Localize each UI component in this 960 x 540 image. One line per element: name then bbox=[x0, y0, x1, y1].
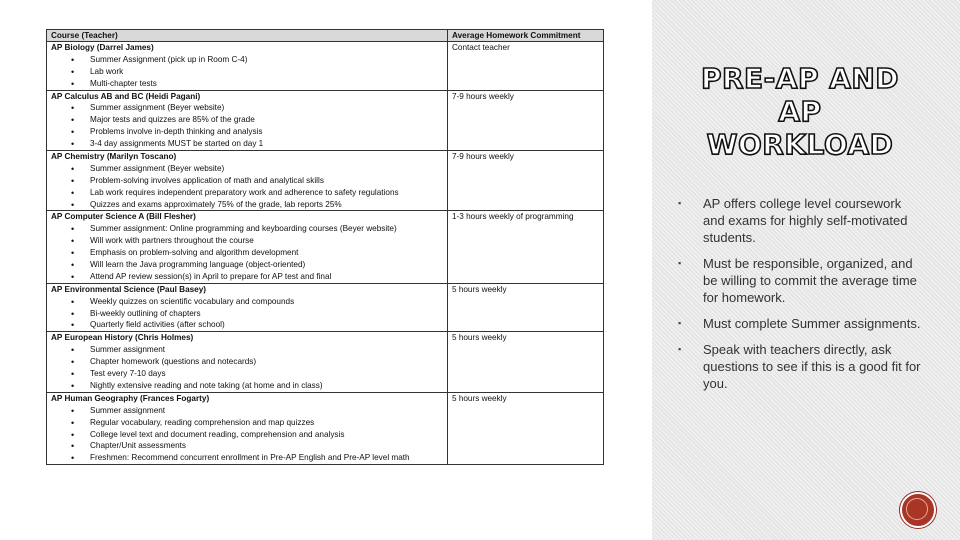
bullet-text: Speak with teachers directly, ask questions to see if this is a good fit for you. bbox=[703, 342, 921, 391]
course-requirements-list bbox=[51, 163, 443, 211]
commitment-cell: 5 hours weekly bbox=[448, 392, 604, 464]
course-requirements-list bbox=[51, 54, 443, 90]
requirement-item: • Major tests and quizzes are 85% of the grade bbox=[90, 114, 443, 126]
requirement-item: • Multi-chapter tests bbox=[90, 78, 443, 90]
requirement-item: • Weekly quizzes on scientific vocabulary and compounds bbox=[90, 296, 443, 308]
bullet-item bbox=[674, 255, 926, 306]
requirement-item: • Problem-solving involves application of math and analytical skills bbox=[90, 175, 443, 187]
commitment-cell: 5 hours weekly bbox=[448, 332, 604, 392]
requirement-item: • Quizzes and exams approximately 75% of the grade, lab reports 25% bbox=[90, 199, 443, 211]
commitment-cell: 5 hours weekly bbox=[448, 283, 604, 332]
course-name: AP Computer Science A (Bill Flesher) bbox=[51, 212, 196, 222]
course-cell bbox=[47, 211, 448, 283]
bullet-square-icon: ▪ bbox=[678, 344, 682, 354]
requirement-item: • Lab work bbox=[90, 66, 443, 78]
requirement-item: • Summer assignment (Beyer website) bbox=[90, 163, 443, 175]
requirement-item: • 3-4 day assignments MUST be started on day 1 bbox=[90, 138, 443, 150]
table-row bbox=[47, 283, 604, 332]
course-cell bbox=[47, 392, 448, 464]
course-cell bbox=[47, 283, 448, 332]
bullet-item bbox=[674, 315, 926, 332]
seal-ring bbox=[906, 498, 928, 520]
table-row bbox=[47, 392, 604, 464]
requirement-item: • Nightly extensive reading and note taking (at home and in class) bbox=[90, 380, 443, 392]
table-row bbox=[47, 332, 604, 392]
bullet-text: AP offers college level coursework and exams for highly self-motivated students. bbox=[703, 196, 908, 245]
course-requirements-list bbox=[51, 405, 443, 464]
course-name: AP Chemistry (Marilyn Toscano) bbox=[51, 152, 177, 162]
requirement-item: • Chapter/Unit assessments bbox=[90, 440, 443, 452]
bullet-list bbox=[674, 195, 926, 401]
bullet-square-icon: ▪ bbox=[678, 198, 682, 208]
requirement-item: • Test every 7-10 days bbox=[90, 368, 443, 380]
course-table bbox=[46, 29, 604, 465]
requirement-item: • Freshmen: Recommend concurrent enrollment in Pre-AP English and Pre-AP level math bbox=[90, 452, 443, 464]
course-cell bbox=[47, 42, 448, 91]
requirement-item: • Summer assignment (Beyer website) bbox=[90, 102, 443, 114]
course-requirements-list bbox=[51, 344, 443, 392]
header-course: Course (Teacher) bbox=[47, 30, 448, 42]
requirement-item: • Attend AP review session(s) in April to prepare for AP test and final bbox=[90, 271, 443, 283]
requirement-item: • Summer Assignment (pick up in Room C-4) bbox=[90, 54, 443, 66]
seal-logo-icon bbox=[900, 492, 936, 528]
bullet-text: Must complete Summer assignments. bbox=[703, 316, 921, 331]
requirement-item: • Problems involve in-depth thinking and analysis bbox=[90, 126, 443, 138]
workload-panel bbox=[652, 0, 960, 540]
requirement-item: • Summer assignment bbox=[90, 405, 443, 417]
requirement-item: • Chapter homework (questions and notecards) bbox=[90, 356, 443, 368]
course-requirements-list bbox=[51, 102, 443, 150]
requirement-item: • College level text and document reading, comprehension and analysis bbox=[90, 429, 443, 441]
title-line: AP bbox=[778, 95, 822, 128]
requirement-item: • Summer assignment bbox=[90, 344, 443, 356]
header-commitment: Average Homework Commitment bbox=[448, 30, 604, 42]
commitment-cell: Contact teacher bbox=[448, 42, 604, 91]
bullet-item bbox=[674, 341, 926, 392]
course-name: AP Biology (Darrel James) bbox=[51, 43, 154, 52]
requirement-item: • Regular vocabulary, reading comprehension and map quizzes bbox=[90, 417, 443, 429]
table-row bbox=[47, 151, 604, 211]
table-row bbox=[47, 90, 604, 150]
course-name: AP European History (Chris Holmes) bbox=[51, 333, 194, 343]
requirement-item: • Will learn the Java programming language (object-oriented) bbox=[90, 259, 443, 271]
bullet-square-icon: ▪ bbox=[678, 318, 682, 328]
requirement-item: • Bi-weekly outlining of chapters bbox=[90, 308, 443, 320]
commitment-cell: 7-9 hours weekly bbox=[448, 90, 604, 150]
table-row bbox=[47, 42, 604, 91]
course-table-image bbox=[46, 29, 603, 509]
bullet-text: Must be responsible, organized, and be willing to commit the average time for homework. bbox=[703, 256, 917, 305]
title-line: WORKLOAD bbox=[706, 128, 894, 161]
course-cell bbox=[47, 90, 448, 150]
course-requirements-list bbox=[51, 223, 443, 282]
requirement-item: • Will work with partners throughout the course bbox=[90, 235, 443, 247]
bullet-item bbox=[674, 195, 926, 246]
course-cell bbox=[47, 151, 448, 211]
table-body bbox=[47, 42, 604, 465]
requirement-item: • Lab work requires independent preparatory work and adherence to safety regulations bbox=[90, 187, 443, 199]
requirement-item: • Summer assignment: Online programming and keyboarding courses (Beyer website) bbox=[90, 223, 443, 235]
course-name: AP Calculus AB and BC (Heidi Pagani) bbox=[51, 91, 201, 101]
table-header-row bbox=[47, 30, 604, 42]
course-name: AP Human Geography (Frances Fogarty) bbox=[51, 393, 210, 403]
requirement-item: • Emphasis on problem-solving and algorithm development bbox=[90, 247, 443, 259]
title-line: PRE-AP AND bbox=[700, 62, 900, 95]
course-requirements-list bbox=[51, 296, 443, 332]
commitment-cell: 7-9 hours weekly bbox=[448, 151, 604, 211]
course-name: AP Environmental Science (Paul Basey) bbox=[51, 284, 207, 294]
commitment-cell: 1-3 hours weekly of programming bbox=[448, 211, 604, 283]
panel-title bbox=[672, 62, 928, 161]
course-cell bbox=[47, 332, 448, 392]
requirement-item: • Quarterly field activities (after school) bbox=[90, 319, 443, 331]
table-row bbox=[47, 211, 604, 283]
bullet-square-icon: ▪ bbox=[678, 258, 682, 268]
